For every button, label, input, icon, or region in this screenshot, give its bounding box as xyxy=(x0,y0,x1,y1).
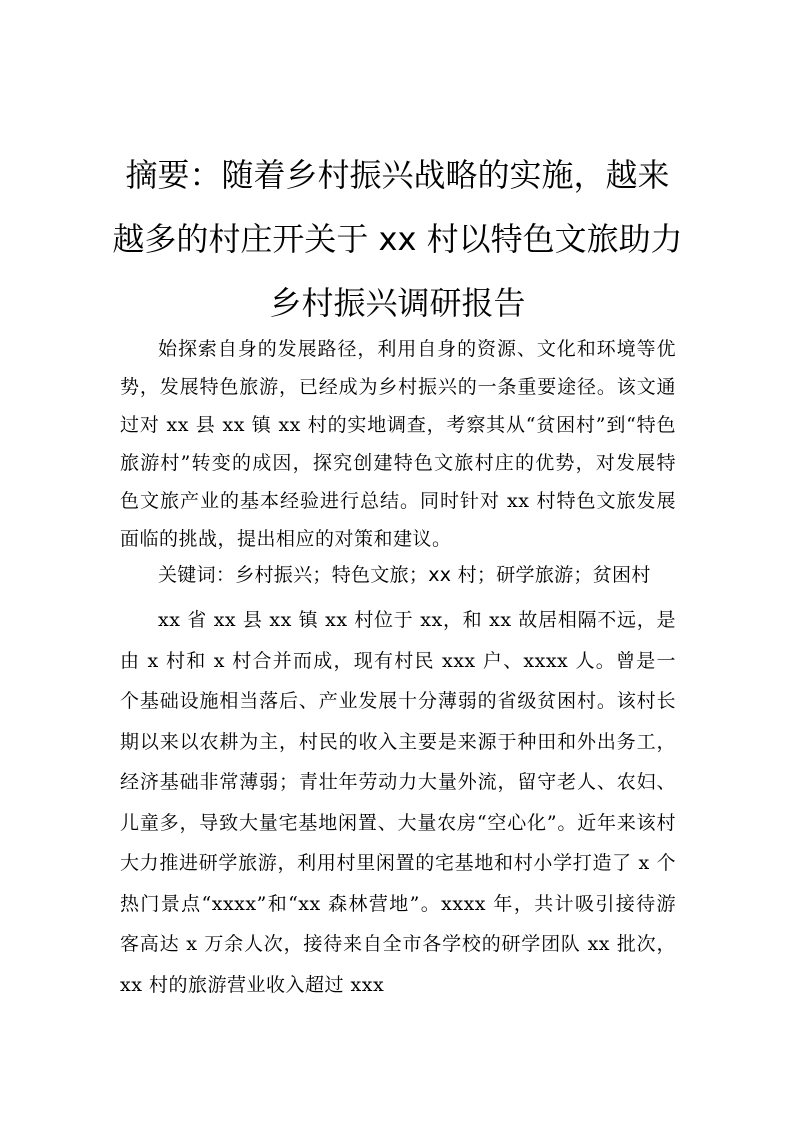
abstract-paragraph: 始探索自身的发展路径，利用自身的资源、文化和环境等优势，发展特色旅游，已经成为乡村振兴的一条重要途径。该文通过对 xx 县 xx 镇 xx 村的实地调查，考察其从“贫困村”到“特色旅游村”转变的成因，探究创建特色文旅村庄的优势，对发展特色文旅产业的基本经验进行总结。同时针对 xx 村特色文旅发展面临的挑战，提出相应的对策和建议。 xyxy=(120,338,676,550)
body-paragraph: xx 省 xx 县 xx 镇 xx 村位于 xx，和 xx 故居相隔不远，是由 x 村和 x 村合并而成，现有村民 xxx 户、xxxx 人。曾是一个基础设施相当落后、产业发展十分薄弱的省级贫困村。该村长期以来以农耕为主，村民的收入主要是来源于种田和外出务工，经济基础非常薄弱；青壮年劳动力大量外流，留守老人、农妇、儿童多，导致大量宅基地闲置、大量农房“空心化”。近年来该村大力推进研学旅游，利用村里闲置的宅基地和村小学打造了 x 个热门景点“xxxx”和“xx 森林营地”。xxxx 年，共计吸引接待游客高达 x 万余人次，接待来自全市各学校的研学团队 xx 批次，xx 村的旅游营业收入超过 xxx xyxy=(120,609,676,996)
keywords-paragraph: 关键词：乡村振兴；特色文旅；xx 村；研学旅游；贫困村 xyxy=(158,564,651,586)
document-content xyxy=(120,330,676,1005)
document-title: 摘要：随着乡村振兴战略的实施，越来越多的村庄开关于 xx 村以特色文旅助力乡村振兴调研报告 xyxy=(112,156,683,322)
